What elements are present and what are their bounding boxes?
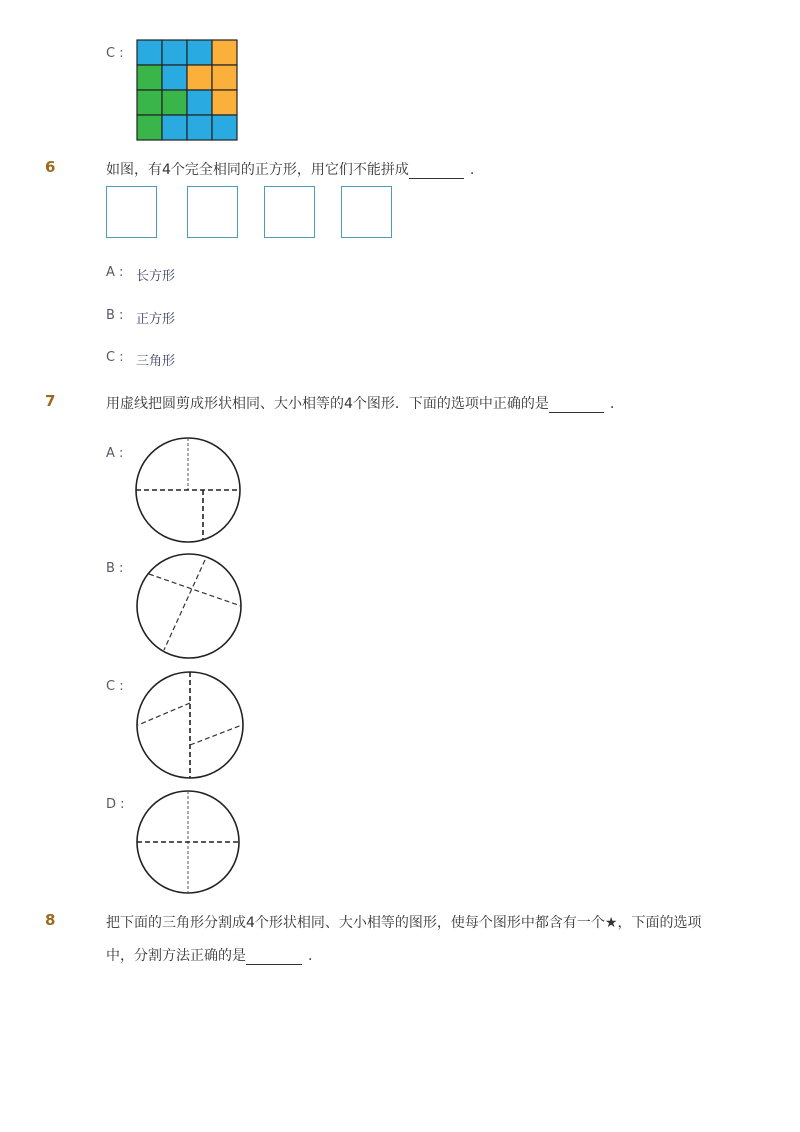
dashed-cut-line — [138, 703, 190, 725]
option-label-d: D : — [106, 797, 125, 812]
circle-option-b[interactable] — [135, 553, 245, 661]
grid-cell-orange — [212, 65, 237, 90]
color-grid — [137, 40, 237, 141]
dashed-cut-line — [164, 560, 205, 650]
grid-cell-blue — [162, 40, 187, 65]
question-text-body: 中，分割方法正确的是 — [106, 948, 246, 964]
grid-cell-green — [137, 65, 162, 90]
question-text-line-1: 把下面的三角形分割成4个形状相同、大小相等的图形，使每个图形中都含有一个★，下面的选项 — [106, 915, 702, 931]
grid-cell-blue — [187, 115, 212, 140]
grid-cell-blue — [212, 115, 237, 140]
question-end: . — [609, 396, 615, 412]
circle-option-d[interactable] — [135, 790, 243, 896]
question-end: . — [308, 948, 313, 964]
answer-blank[interactable] — [409, 162, 464, 179]
option-label-a: A : — [106, 446, 124, 461]
grid-cell-blue — [187, 40, 212, 65]
grid-cell-blue — [162, 65, 187, 90]
answer-blank[interactable] — [246, 948, 302, 965]
grid-cell-green — [137, 115, 162, 140]
circle-outline — [137, 554, 241, 658]
grid-cell-blue — [162, 115, 187, 140]
grid-cell-green — [137, 90, 162, 115]
answer-blank[interactable] — [549, 396, 604, 413]
question-text-line-2 — [106, 945, 312, 965]
option-text-c[interactable]: 三角形 — [136, 354, 176, 369]
question-number: 8 — [45, 911, 56, 929]
question-text — [106, 159, 474, 179]
option-text-a[interactable]: 长方形 — [136, 269, 176, 284]
question-end: . — [469, 162, 475, 178]
grid-cell-blue — [137, 40, 162, 65]
grid-cell-blue — [187, 90, 212, 115]
grid-cell-orange — [187, 65, 212, 90]
grid-cell-orange — [212, 90, 237, 115]
question-text-body: 用虚线把圆剪成形状相同、大小相等的4个图形．下面的选项中正确的是 — [106, 396, 549, 412]
question-number: 7 — [45, 392, 56, 410]
question-number: 6 — [45, 158, 56, 176]
square-figure — [187, 186, 238, 238]
option-text-b[interactable]: 正方形 — [136, 312, 176, 327]
option-label-a: A : — [106, 265, 124, 280]
option-label-c: C : — [106, 350, 124, 365]
option-label-b: B : — [106, 308, 124, 323]
question-text — [106, 393, 614, 413]
square-figure — [264, 186, 315, 238]
grid-cell-green — [162, 90, 187, 115]
dashed-cut-line — [149, 574, 241, 606]
circle-option-c[interactable] — [135, 670, 245, 780]
option-label-b: B : — [106, 561, 124, 576]
square-figure — [106, 186, 157, 238]
square-figure — [341, 186, 392, 238]
option-label-c: C : — [106, 679, 124, 694]
option-label-c: C : — [106, 46, 124, 61]
circle-option-a[interactable] — [135, 436, 243, 544]
grid-cell-orange — [212, 40, 237, 65]
dashed-cut-line — [190, 725, 242, 745]
question-text-body: 如图，有4个完全相同的正方形，用它们不能拼成 — [106, 162, 409, 178]
